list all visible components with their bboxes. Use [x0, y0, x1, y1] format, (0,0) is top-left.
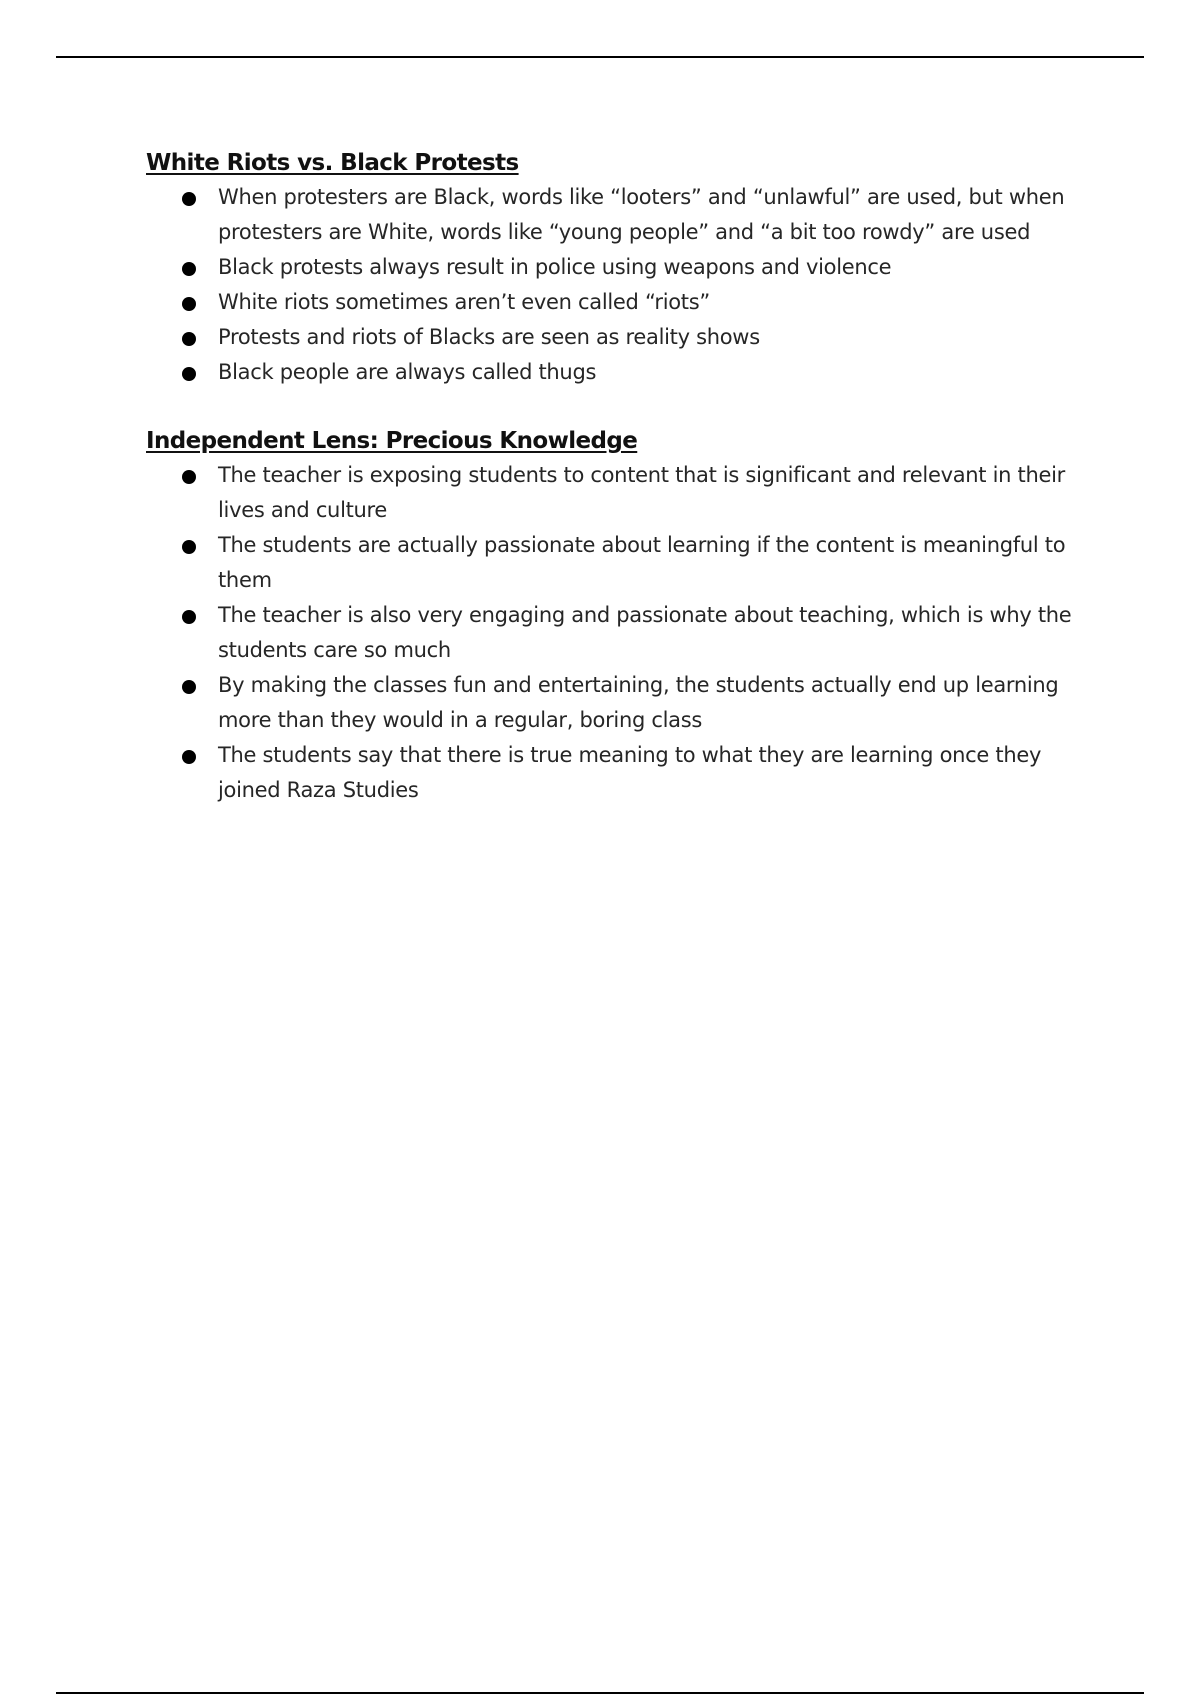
section-title: White Riots vs. Black Protests	[146, 150, 519, 176]
bullet-dot-icon	[182, 540, 196, 554]
bullet-dot-icon	[182, 262, 196, 276]
list-item-text: The students say that there is true meaning to what they are learning once they joined Raza Studies	[218, 743, 1042, 802]
list-item	[146, 180, 1076, 250]
list-item-text: Black people are always called thugs	[218, 360, 597, 384]
bottom-rule	[56, 1692, 1144, 1694]
bullet-dot-icon	[182, 680, 196, 694]
bullet-list	[146, 458, 1076, 808]
bullet-dot-icon	[182, 470, 196, 484]
list-item-text: Protests and riots of Blacks are seen as reality shows	[218, 325, 760, 349]
list-item	[146, 668, 1076, 738]
top-rule	[56, 56, 1144, 58]
list-item	[146, 320, 1076, 355]
bullet-dot-icon	[182, 297, 196, 311]
list-item	[146, 250, 1076, 285]
bullet-dot-icon	[182, 367, 196, 381]
bullet-dot-icon	[182, 750, 196, 764]
bullet-list	[146, 180, 1076, 390]
list-item	[146, 458, 1076, 528]
list-item-text: The students are actually passionate about learning if the content is meaningful to them	[218, 533, 1066, 592]
bullet-dot-icon	[182, 610, 196, 624]
list-item-text: The teacher is exposing students to content that is significant and relevant in their lives and culture	[218, 463, 1065, 522]
list-item-text: By making the classes fun and entertaining, the students actually end up learning more than they would in a regular, boring class	[218, 673, 1059, 732]
list-item-text: The teacher is also very engaging and passionate about teaching, which is why the students care so much	[218, 603, 1072, 662]
bullet-dot-icon	[182, 192, 196, 206]
list-item	[146, 285, 1076, 320]
bullet-dot-icon	[182, 332, 196, 346]
list-item	[146, 598, 1076, 668]
list-item-text: Black protests always result in police using weapons and violence	[218, 255, 892, 279]
list-item-text: When protesters are Black, words like “looters” and “unlawful” are used, but when protesters are White, words like “young people” and “a bit too rowdy” are used	[218, 185, 1065, 244]
list-item-text: White riots sometimes aren’t even called “riots”	[218, 290, 710, 314]
section-precious-knowledge	[146, 424, 1076, 808]
notes-content	[146, 146, 1076, 842]
list-item	[146, 738, 1076, 808]
list-item	[146, 355, 1076, 390]
list-item	[146, 528, 1076, 598]
section-title: Independent Lens: Precious Knowledge	[146, 428, 638, 454]
section-white-riots	[146, 146, 1076, 390]
